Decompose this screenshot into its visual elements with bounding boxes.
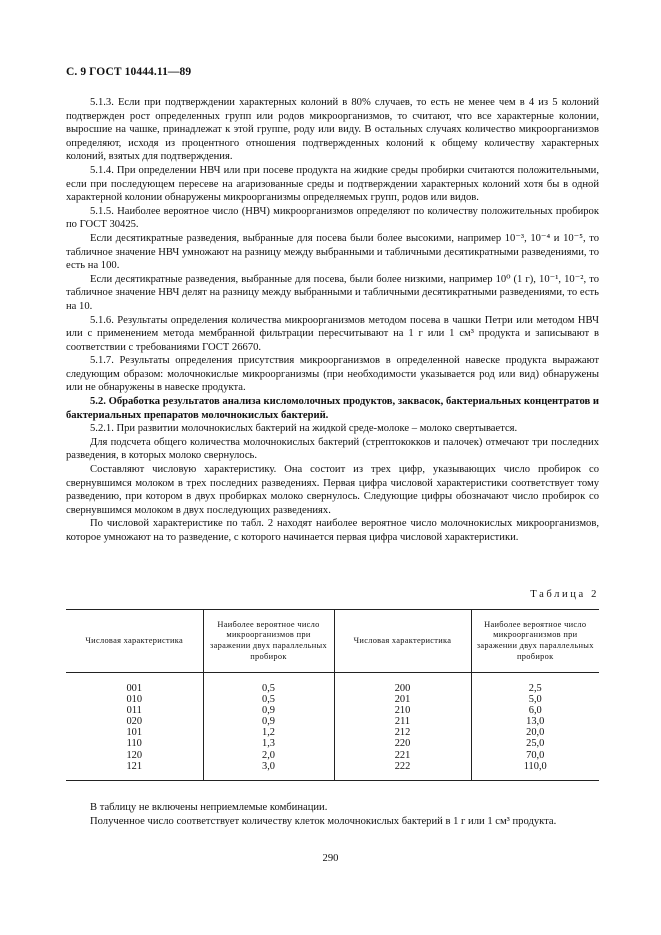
table-cell: 020 <box>66 716 203 727</box>
table-row <box>66 750 599 761</box>
table-header-row <box>66 610 599 673</box>
table-cell: 110 <box>66 738 203 749</box>
table-cell: 70,0 <box>526 749 545 761</box>
table-cell: 010 <box>66 694 203 705</box>
table-cell: 201 <box>334 694 471 705</box>
page-number: 290 <box>322 853 339 864</box>
table-cell: 211 <box>334 716 471 727</box>
table-cell: 121 <box>66 761 203 781</box>
table-row <box>66 705 599 716</box>
table-row <box>66 738 599 749</box>
table-cell: 1,3 <box>203 738 334 749</box>
table-header-cell: Числовая характеристика <box>334 610 471 673</box>
table-cell: 2,0 <box>203 750 334 761</box>
paragraph-counting: Для подсчета общего количества молочнокислых бактерий (стрептококков и палочек) отмечают три последних разведения, в которых молоко свернулось. <box>66 436 599 462</box>
table-cell: 120 <box>66 750 203 761</box>
table-cell: 001 <box>66 673 203 695</box>
table-cell: 011 <box>66 705 203 716</box>
table-header-cell: Наиболее вероятное число микроорганизмов при заражении двух параллельных пробирок <box>471 610 599 673</box>
table-row <box>66 761 599 781</box>
table-cell: 220 <box>334 738 471 749</box>
paragraph-table-reference: По числовой характеристике по табл. 2 находят наиболее вероятное число молочнокислых микроорганизмов, которое умножают на то разведение, с которого начинается первая цифра числовой характеристики. <box>66 518 599 543</box>
paragraph-5-1-6: 5.1.6. Результаты определения количества микроорганизмов методом посева в чашки Петри или методом НВЧ или с применением метода мембранной фильтрации пересчитывают на 1 г или 1 см³ продукта и записывают в соответствии с требованиями ГОСТ 26670. <box>66 314 599 353</box>
paragraph-5-1-3: 5.1.3. Если при подтверждении характерных колоний в 80% случаев, то есть не менее чем в 4 из 5 колоний подтвержден рост определенных групп или родов микроорганизмов, то считают, что все характерные колонии, выросшие на чашке, принадлежат к этой группе, роду или виду. В остальных случаях количество микроорганизмов определяют, исходя из процентного отношения подтвержденных колоний к общему количеству характерных колоний, взятых для подтверждения. <box>66 97 599 163</box>
table-cell: 101 <box>66 727 203 738</box>
paragraph-table-note: В таблицу не включены неприемлемые комбинации. <box>90 802 328 813</box>
running-header: С. 9 ГОСТ 10444.11—89 <box>66 66 192 78</box>
table-cell: 0,5 <box>203 673 334 695</box>
table-row <box>66 727 599 738</box>
table-cell: 222 <box>334 761 471 781</box>
table-row <box>66 694 599 705</box>
table-cell: 6,0 <box>528 705 542 717</box>
post-table-text <box>66 801 599 828</box>
paragraph-5-1-4: 5.1.4. При определении НВЧ или при посеве продукта на жидкие среды пробирки считаются положительными, если при последующем пересеве на агаризованные среды и подтверждении характерных колоний хотя бы в одной характерной колонии обнаружены микроорганизмы определяемых групп, родов или видов. <box>66 164 599 204</box>
paragraph-lower-dilutions: Если десятикратные разведения, выбранные для посева, были более низкими, например 10⁰ (1 г), 10⁻¹, 10⁻², то табличное значение НВЧ делят на разницу между выбранными и табличными десятикратными разведениями, то есть на 10. <box>66 273 599 312</box>
table-cell: 212 <box>334 727 471 738</box>
table-cell: 210 <box>334 705 471 716</box>
table-cell: 221 <box>334 750 471 761</box>
paragraph-5-1-5: 5.1.5. Наиболее вероятное число (НВЧ) микроорганизмов определяют по количеству положительных пробирок по ГОСТ 30425. <box>66 205 599 231</box>
paragraph-numeric-characteristic: Составляют числовую характеристику. Она состоит из трех цифр, указывающих число пробирок со свернувшимся молоком в трех последних разведениях. Первая цифра числовой характеристики соответствует тому разведению, при котором в двух пробирках молоко свернулось. Следующие цифры обозначают число пробирок со свернувшимся молоком в двух последующих разведениях. <box>66 464 599 516</box>
paragraph-5-2-1: 5.2.1. При развитии молочнокислых бактерий на жидкой среде-молоке – молоко свертывается. <box>90 423 518 435</box>
table-cell: 200 <box>334 673 471 695</box>
table-cell: 110,0 <box>471 761 599 781</box>
body-text <box>66 96 599 545</box>
paragraph-result-meaning: Полученное число соответствует количеству клеток молочнокислых бактерий в 1 г или 1 см³ продукта. <box>90 815 557 827</box>
table-cell: 3,0 <box>203 761 334 781</box>
table-cell: 0,5 <box>203 694 334 705</box>
table-2 <box>66 609 599 781</box>
table-row <box>66 673 599 695</box>
table-cell: 20,0 <box>526 727 545 739</box>
table-cell: 0,9 <box>203 705 334 716</box>
table-cell: 1,2 <box>203 727 334 738</box>
table-caption: Таблица 2 <box>530 589 599 600</box>
table-header-cell: Числовая характеристика <box>66 610 203 673</box>
paragraph-5-1-7: 5.1.7. Результаты определения присутствия микроорганизмов в определенной навеске продукта выражают следующим образом: молочнокислые микроорганизмы (при необходимости указывается род или вид) обнаружены или не обнаружены в навеске продукта. <box>66 355 599 394</box>
table-cell: 5,0 <box>528 694 542 706</box>
section-heading-5-2: 5.2. Обработка результатов анализа кисломолочных продуктов, заквасок, бактериальных концентратов и бактериальных препаратов молочнокислых бактерий. <box>66 396 599 421</box>
paragraph-higher-dilutions: Если десятикратные разведения, выбранные для посева были более высокими, например 10⁻³, 10⁻⁴ и 10⁻⁵, то табличное значение НВЧ умножают на разницу между выбранными и табличными десятикратными разведениями, то есть на 100. <box>66 232 599 272</box>
table-cell: 2,5 <box>528 683 542 694</box>
table-cell: 0,9 <box>203 716 334 727</box>
table-cell: 13,0 <box>526 716 545 728</box>
table-row <box>66 716 599 727</box>
table-header-cell: Наиболее вероятное число микроорганизмов при заражении двух параллельных пробирок <box>203 610 334 673</box>
table-cell: 25,0 <box>526 738 545 750</box>
